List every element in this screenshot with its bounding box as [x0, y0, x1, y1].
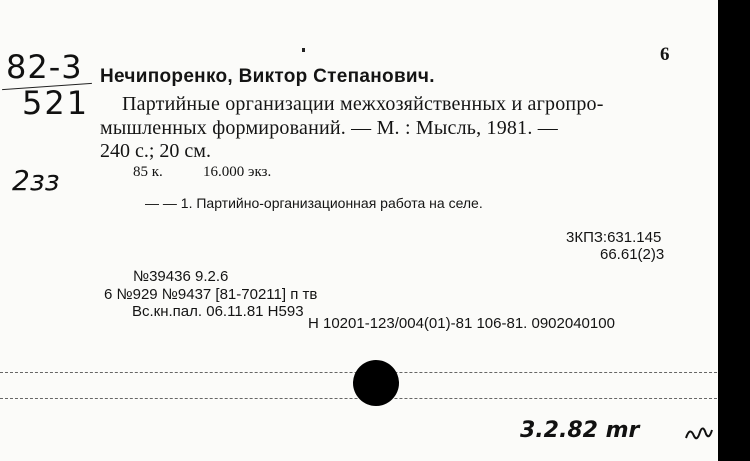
title-line-2: мышленных формирований. — М. : Мысль, 1981. —	[100, 117, 558, 139]
subject-heading: — — 1. Партийно-организационная работа на селе.	[145, 195, 483, 211]
author-heading: Нечипоренко, Виктор Степанович.	[100, 66, 435, 87]
publisher-code-line: Н 10201-123/004(01)-81 106-81. 0902040100	[308, 315, 615, 332]
stray-dot	[302, 48, 305, 52]
handwritten-initials	[684, 420, 714, 444]
side-mark: 2зз	[12, 164, 60, 197]
page-number: 6	[660, 44, 670, 65]
title-line-1: Партийные организации межхозяйственных и агропро-	[122, 93, 604, 115]
print-run: 16.000 экз.	[203, 164, 272, 180]
classification-code: 3КПЗ:631.145	[566, 229, 662, 246]
price: 85 к.	[133, 164, 163, 180]
punch-hole	[353, 360, 399, 406]
shelfmark-bottom: 521	[22, 84, 90, 122]
title-line-3: 240 с.; 20 см.	[100, 140, 211, 162]
record-number: №39436 9.2.6	[133, 268, 229, 285]
library-class-index: 66.61(2)3	[600, 246, 665, 263]
shelfmark-top: 82-3	[6, 48, 83, 86]
order-line: 6 №929 №9437 [81-70211] п тв	[104, 286, 318, 303]
book-chamber-line: Вс.кн.пал. 06.11.81 Н593	[132, 303, 304, 320]
scan-border	[718, 0, 750, 461]
handwritten-date-note: 3.2.82 mr	[520, 418, 640, 443]
